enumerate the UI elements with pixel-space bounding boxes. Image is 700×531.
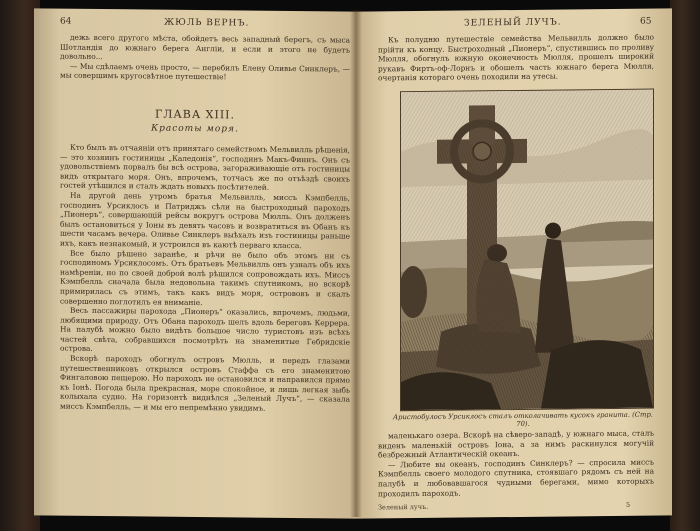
right-running-head: ЗЕЛЕНЫЙ ЛУЧЪ. [464, 17, 562, 29]
left-body-text [60, 143, 350, 415]
book-cover-right-edge [670, 0, 700, 531]
chapter-title: ГЛАВА XIII. [154, 107, 236, 122]
paragraph: дежь всего другого мѣста, обойдетъ весь западный берегъ, съ мыса Шотландія до южнаго берега Англіи, и если и этого не будетъ довольно... [60, 32, 350, 62]
signature-number: 5 [626, 500, 631, 509]
printer-signature: Зеленый лучъ. [378, 502, 429, 512]
right-page [356, 8, 672, 518]
paragraph: Кто былъ въ отчаяніи отъ принятаго семействомъ Мельвилль рѣшенія, — это хозяинъ гостиницы „Каледонія“, господинъ Макъ-Финнъ. Онъ съ удовольствіемъ порвалъ бы всѣ острова, загораживающіе отъ гостиницы видъ открытаго моря. Онъ, впрочемъ, тотчасъ же по отъѣздѣ своихъ гостей утѣшился и сталъ ждать новыхъ посѣтителей. [60, 142, 350, 193]
paragraph: — Любите вы океанъ, господинъ Синклеръ? — спросила миссъ Кэмпбелль своего молодого спутника, стоявшаго рядомъ съ ней на палубѣ и любовавшагося чудными берегами, мимо которыхъ проходилъ пароходъ. [378, 457, 654, 498]
paragraph: На другой день утромъ братья Мельвилль, миссъ Кэмпбелль, господинъ Урсиклосъ и Патриджъ сѣли на быстроходный пароходъ „Пионеръ“, совершающій рейсы вокругъ острова Мюлль. Онъ долженъ былъ остановиться у Іоны въ девять часовъ и возвратиться въ Обанъ къ шести часамъ вечера. Оливье Синклеръ выѣхалъ изъ гостиницы раньше ихъ, какъ незнакомый, и устроился въ каютѣ перваго класса. [60, 190, 350, 251]
paragraph: Все было рѣшено заранѣе, и рѣчи не было объ этомъ ни съ господиномъ Урсиклосомъ. Отъ братьевъ Мельвилль онъ узналъ объ ихъ намѣреніи, но по своей доброй волѣ рѣшился сопровождать ихъ. Миссъ Кэмпбелль сначала была недовольна такимъ спутникомъ, но вскорѣ примирилась съ этимъ, такъ какъ видъ моря, острововъ и скалъ совершенно поглотилъ ея вниманіе. [60, 248, 350, 307]
chapter-subtitle: Красоты моря. [151, 123, 239, 135]
paragraph: Весь пассажиры парохода „Пионеръ“ оказались, впрочемъ, людьми, любящими природу. Отъ Обана пароходъ шелъ вдоль береговъ Керрера. На палубѣ можно было видѣть большое число туристовъ изъ всѣхъ частей свѣта, собравшихся посмотрѣть на знаменитые Гебридскіе острова. [60, 305, 350, 354]
paragraph: Къ полудню путешествіе семейства Мельвилль должно было прійти къ концу. Быстроходный „Пионеръ“, спустившись по проливу Мюлля, обогнулъ южную оконечность Мюлля, прошелъ широкий рукавъ Фиртъ-оф-Лорнъ и обошелъ часть южнаго берега Мюлля, очертанія котораго очень походили на утесы. [378, 32, 654, 83]
book-gutter [350, 10, 362, 517]
paragraph: — Мы сдѣлаемъ очень просто, — перебилъ Елену Оливье Синклеръ, — мы совершимъ кругосвѣтное путешествіе! [60, 61, 350, 82]
right-top-text [378, 33, 654, 84]
celtic-cross-engraving [401, 90, 653, 411]
right-bottom-text [378, 429, 654, 499]
right-page-number: 65 [640, 16, 652, 27]
plate-caption: Аристобулосъ Урсиклосъ сталъ отколачивать кусокъ гранита. (Стр. 70). [393, 410, 653, 428]
left-page-number: 64 [60, 16, 72, 27]
engraving-illustration [400, 89, 654, 412]
paragraph: Вскорѣ пароходъ обогнулъ островъ Мюлль, и передъ глазами путешественниковъ открылся островъ Стаффа съ его знаменитою Фингаловою пещерою. Но пароходъ не остановился и направился прямо къ Іонѣ. Погода была прекрасная, море спокойное, и лишь легкая зыбь колыхала судно. На горизонтѣ виднѣлся „Зеленый Лучъ“, — сказала миссъ Кэмпбелль, — и мы его непремѣнно увидимъ. [60, 353, 350, 413]
paragraph: маленькаго озера. Вскорѣ на сѣверо-западѣ, у южнаго мыса, сталъ виденъ маленькій островъ Іона, а за нимъ раскинулся могучій безбрежный Атлантическій океанъ. [378, 428, 654, 460]
left-page [34, 8, 356, 518]
left-top-text [60, 33, 350, 84]
left-running-head: ЖЮЛЬ ВЕРНЪ. [164, 17, 250, 29]
